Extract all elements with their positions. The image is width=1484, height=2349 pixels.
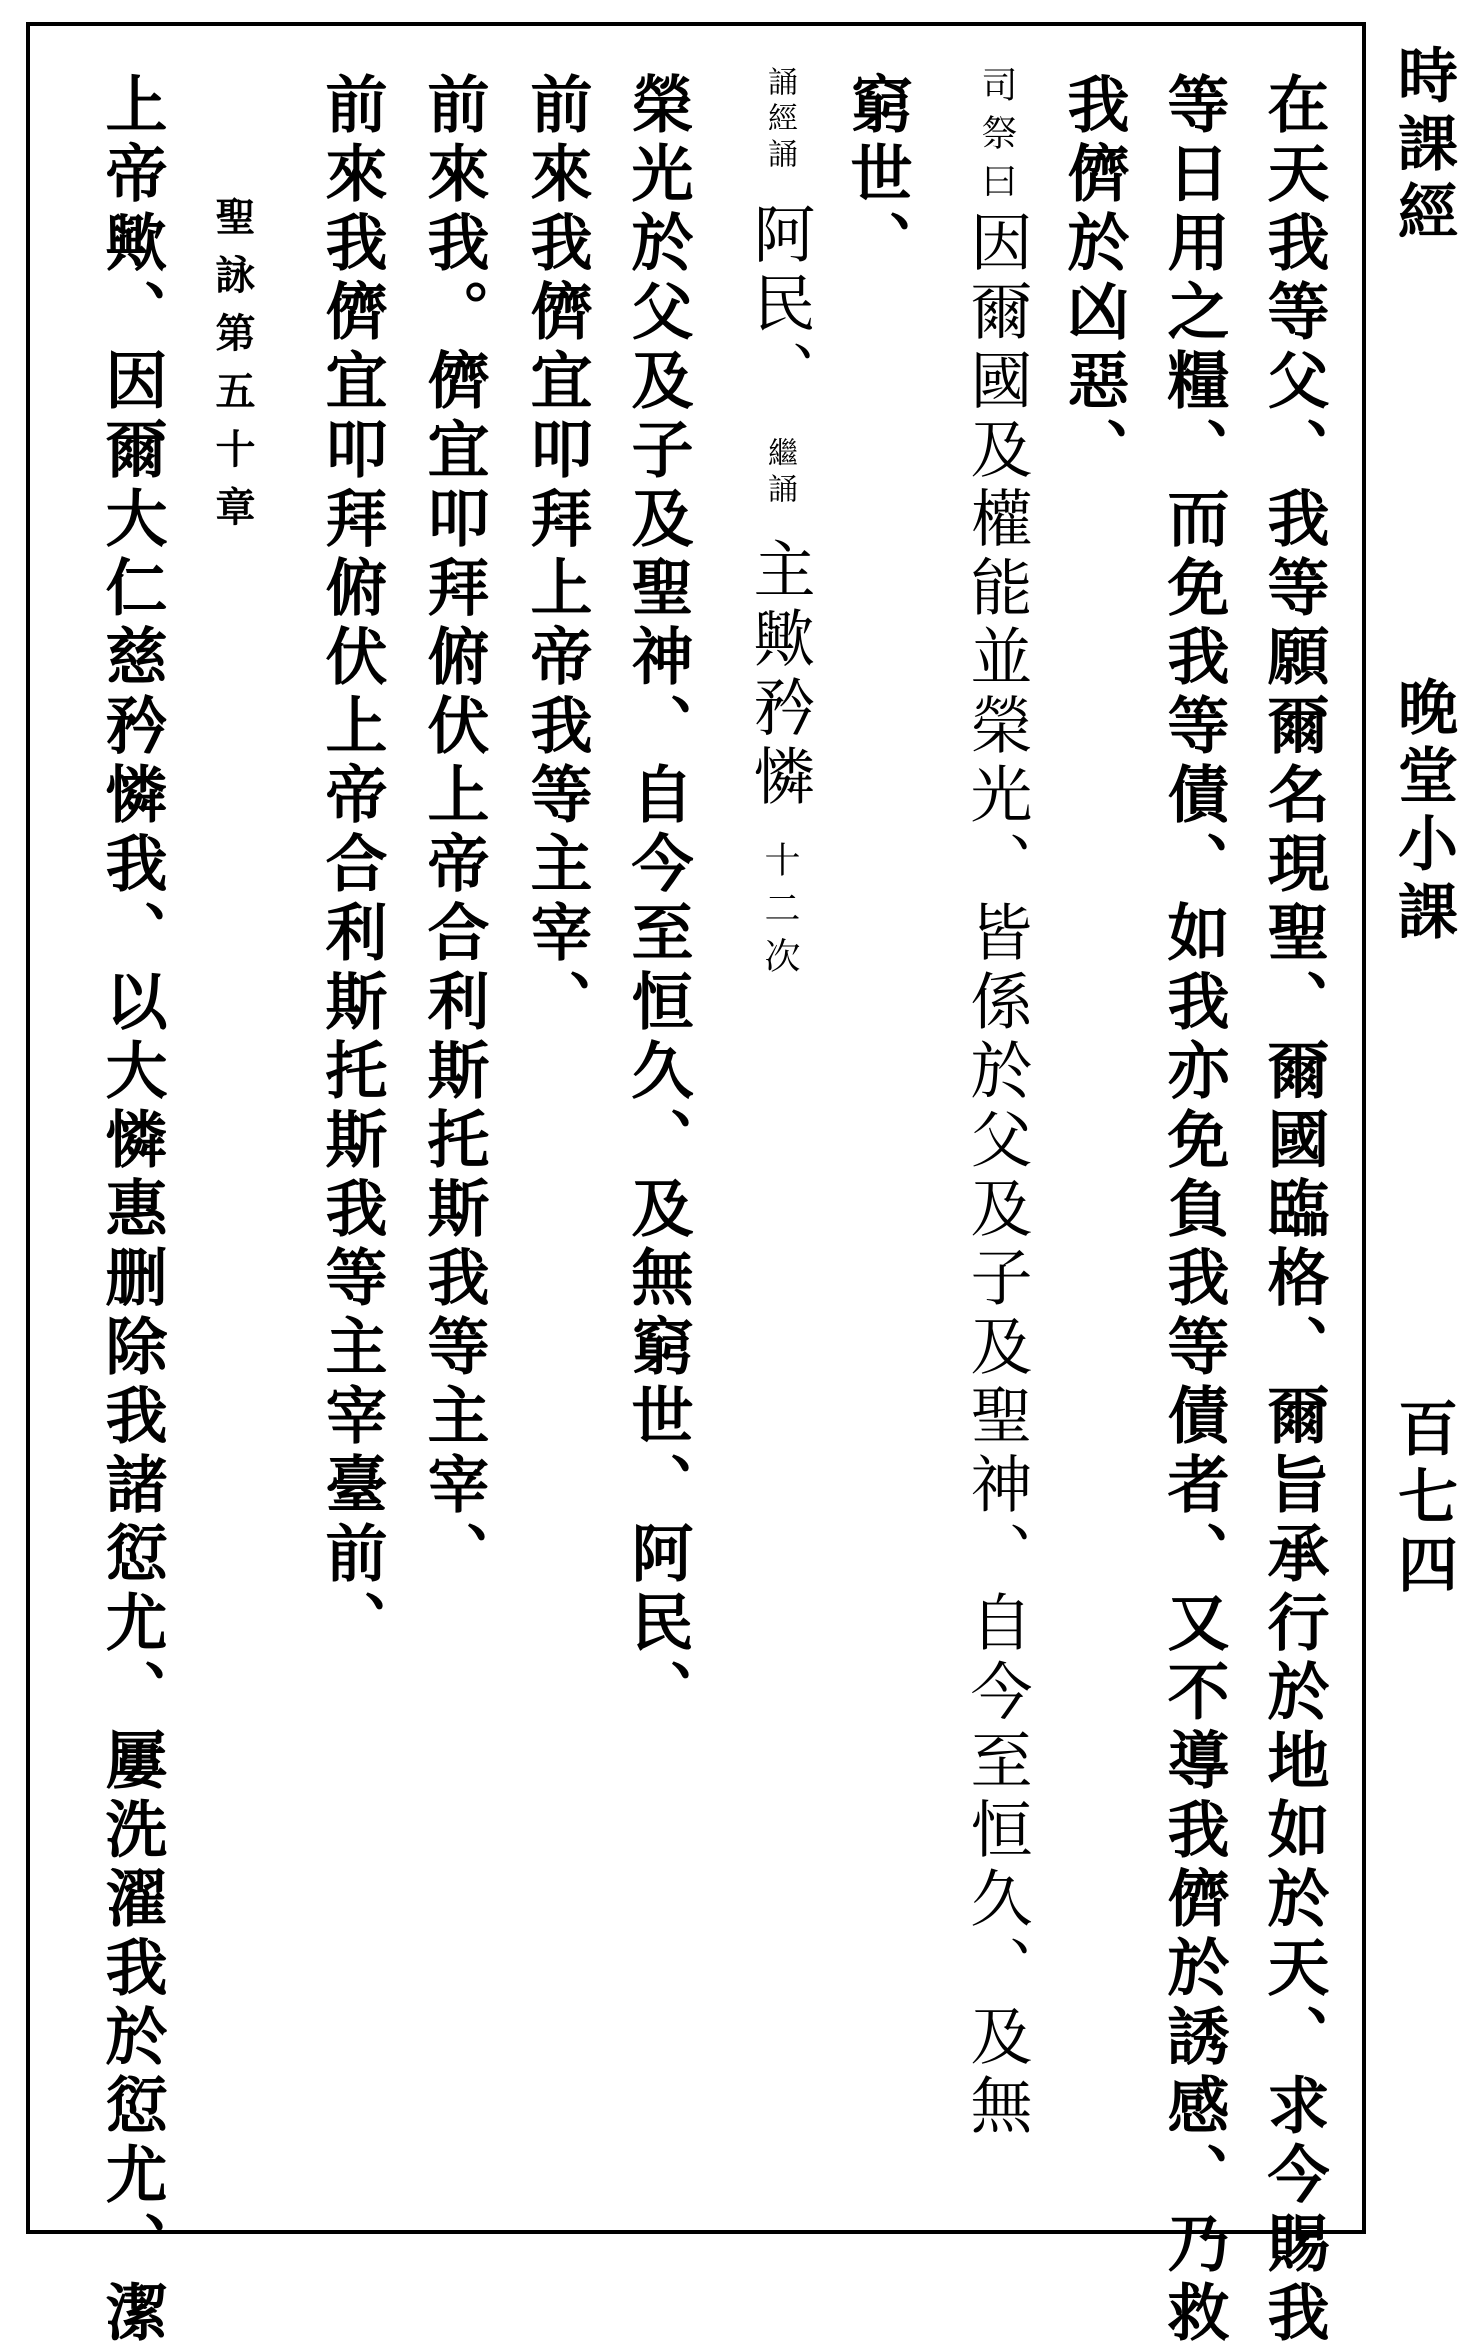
page-number: 百七四 (1388, 1397, 1458, 1601)
text-column-1: 在天我等父、我等願爾名現聖、爾國臨格、爾旨承行於地如於天、求今賜我 (1257, 72, 1330, 2349)
book-title: 時課經 (1388, 44, 1458, 248)
text-column-3: 我儕於凶惡、 (1057, 72, 1130, 486)
text-column-5: 窮世、 (840, 72, 913, 279)
amen-text: 阿民、 (743, 202, 816, 409)
psalm-heading: 聖詠第五十章 (209, 196, 256, 544)
reader-rubric: 誦經誦 (762, 66, 797, 174)
twelve-times-rubric: 十二次 (759, 841, 800, 985)
lord-have-mercy-text: 主歟矜憐 (743, 537, 816, 813)
continue-rubric: 繼誦 (762, 437, 797, 509)
text-column-12: 上帝歟、因爾大仁慈矜憐我、以大憐惠删除我諸愆尤、屢洗濯我於愆尤、潔 (95, 72, 168, 2349)
text-column-7: 榮光於父及子及聖神、自今至恒久、及無窮世、阿民、 (621, 72, 694, 1728)
text-column-9: 前來我。儕宜叩拜俯伏上帝合利斯托斯我等主宰、 (417, 72, 490, 1590)
text-column-4-body: 因爾國及權能並榮光、皆係於父及子及聖神、自今至恒久、及無 (960, 210, 1033, 2142)
text-column-4 (960, 66, 1033, 2142)
text-column-8: 前來我儕宜叩拜上帝我等主宰、 (520, 72, 593, 1038)
text-column-10: 前來我儕宜叩拜俯伏上帝合利斯托斯我等主宰臺前、 (315, 72, 388, 1659)
section-title: 晚堂小課 (1388, 676, 1458, 948)
text-column-6 (743, 66, 816, 985)
text-column-2: 等日用之糧、而免我等債、如我亦免負我等債者、又不導我儕於誘感、乃救 (1157, 72, 1230, 2349)
priest-label: 司祭曰 (976, 66, 1017, 210)
